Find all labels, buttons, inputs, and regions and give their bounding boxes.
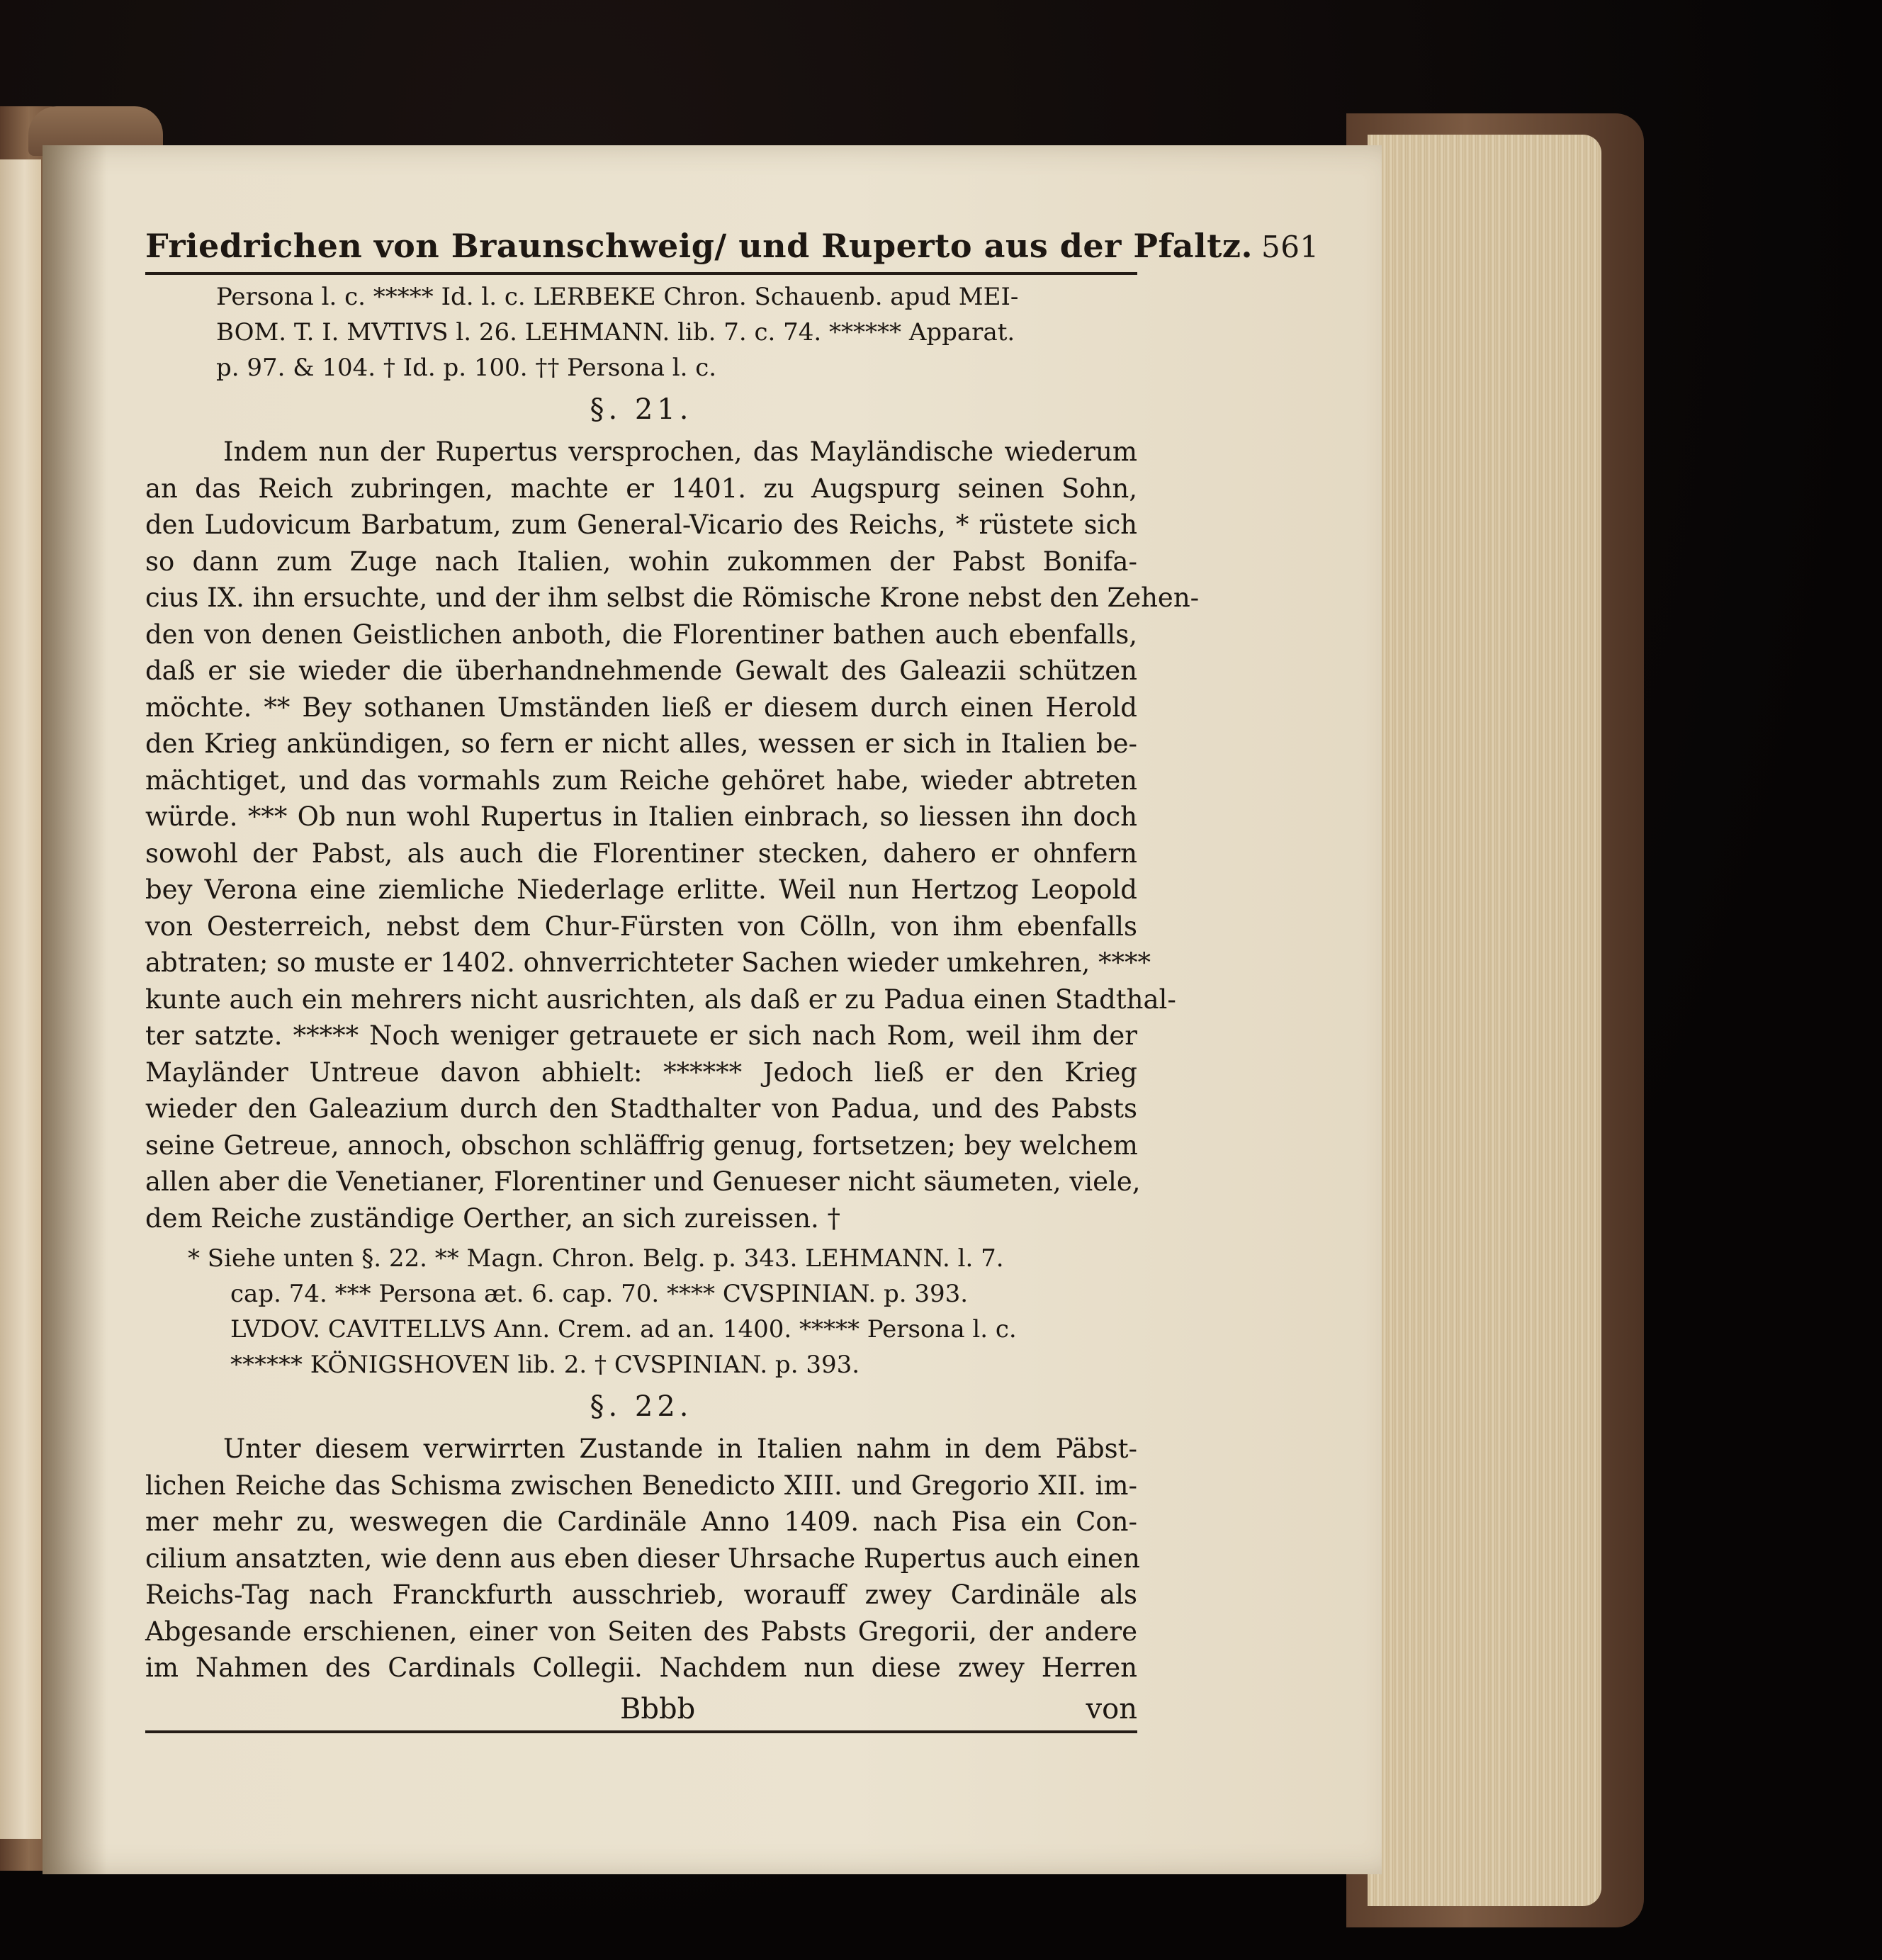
- section-mark-21: §. 21.: [590, 393, 693, 426]
- text-line: Unter diesem verwirrten Zustande in Italien nahm in dem Päbst-: [223, 1434, 1137, 1464]
- text-line: Abgesande erschienen, einer von Seiten des Pabsts Gregorii, der andere: [145, 1616, 1137, 1647]
- footnote-line: cap. 74. *** Persona æt. 6. cap. 70. **** CVSPINIAN. p. 393.: [230, 1280, 969, 1308]
- footnote-line: p. 97. & 104. † Id. p. 100. †† Persona l. c.: [216, 354, 717, 382]
- text-line: den von denen Geistlichen anboth, die Florentiner bathen auch ebenfalls,: [145, 619, 1137, 650]
- text-line: Mayländer Untreue davon abhielt: ****** Jedoch ließ er den Krieg: [145, 1057, 1137, 1088]
- footnote-line: ****** KÖNIGSHOVEN lib. 2. † CVSPINIAN. p. 393.: [230, 1351, 860, 1379]
- text-line: von Oesterreich, nebst dem Chur-Fürsten von Cölln, von ihm ebenfalls: [145, 911, 1137, 942]
- text-line: daß er sie wieder die überhandnehmende Gewalt des Galeazii schützen: [145, 655, 1137, 686]
- text-line: kunte auch ein mehrers nicht ausrichten, als daß er zu Padua einen Stadthal-: [145, 984, 1176, 1015]
- text-line: möchte. ** Bey sothanen Umständen ließ er diesem durch einen Herold: [145, 692, 1137, 723]
- footnote-line: Persona l. c. ***** Id. l. c. LERBEKE Chron. Schauenb. apud MEI-: [216, 283, 1019, 311]
- section-21-text: [145, 434, 1200, 1237]
- text-line: im Nahmen des Cardinals Collegii. Nachdem nun diese zwey Herren: [145, 1652, 1137, 1683]
- running-header: [145, 227, 1319, 275]
- footnotes-top: [145, 279, 1137, 385]
- left-page-edge: [0, 159, 41, 1839]
- section-22-text: [145, 1431, 1140, 1686]
- footnote-line: BOM. T. I. MVTIVS l. 26. LEHMANN. lib. 7. c. 74. ****** Apparat.: [216, 318, 1015, 347]
- text-line: den Krieg ankündigen, so fern er nicht alles, wessen er sich in Italien be-: [145, 728, 1137, 759]
- text-line: dem Reiche zuständige Oerther, an sich zureissen. †: [145, 1203, 841, 1234]
- page-text-block: [145, 227, 1319, 1733]
- footnote-line: * Siehe unten §. 22. ** Magn. Chron. Belg. p. 343. LEHMANN. l. 7.: [188, 1244, 1004, 1273]
- text-line: Indem nun der Rupertus versprochen, das Mayländische wiederum: [223, 437, 1137, 467]
- text-line: wieder den Galeazium durch den Stadthalter von Padua, und des Pabsts: [145, 1093, 1137, 1124]
- text-line: lichen Reiche das Schisma zwischen Benedicto XIII. und Gregorio XII. im-: [145, 1470, 1137, 1501]
- text-line: allen aber die Venetianer, Florentiner und Genueser nicht säumeten, viele,: [145, 1166, 1141, 1197]
- text-line: so dann zum Zuge nach Italien, wohin zukommen der Pabst Bonifa-: [145, 546, 1137, 577]
- running-title: Friedrichen von Braunschweig/ und Ruperto aus der Pfaltz.: [145, 227, 1253, 265]
- section-mark-22: §. 22.: [590, 1390, 693, 1423]
- text-line: cius IX. ihn ersuchte, und der ihm selbst die Römische Krone nebst den Zehen-: [145, 582, 1200, 613]
- book-page-edges: [1368, 135, 1601, 1906]
- text-line: abtraten; so muste er 1402. ohnverrichteter Sachen wieder umkehren, ****: [145, 947, 1151, 978]
- text-line: sowohl der Pabst, als auch die Florentiner stecken, dahero er ohnfern: [145, 838, 1137, 869]
- text-line: den Ludovicum Barbatum, zum General-Vicario des Reichs, * rüstete sich: [145, 509, 1137, 540]
- text-line: Reichs-Tag nach Franckfurth ausschrieb, worauff zwey Cardinäle als: [145, 1579, 1137, 1610]
- text-line: bey Verona eine ziemliche Niederlage erlitte. Weil nun Hertzog Leopold: [145, 874, 1137, 905]
- text-line: cilium ansatzten, wie denn aus eben dieser Uhrsache Rupertus auch einen: [145, 1543, 1140, 1574]
- footnote-line: LVDOV. CAVITELLVS Ann. Crem. ad an. 1400. ***** Persona l. c.: [230, 1315, 1017, 1344]
- page-footer: [145, 1689, 1137, 1733]
- text-line: an das Reich zubringen, machte er 1401. zu Augspurg seinen Sohn,: [145, 473, 1137, 504]
- text-line: würde. *** Ob nun wohl Rupertus in Italien einbrach, so liessen ihn doch: [145, 801, 1137, 832]
- catchword: von: [1086, 1692, 1137, 1725]
- text-line: seine Getreue, annoch, obschon schläffrig genug, fortsetzen; bey welchem: [145, 1130, 1138, 1161]
- footnotes-middle: [145, 1241, 1137, 1382]
- gutter-shadow: [43, 145, 106, 1874]
- text-line: ter satzte. ***** Noch weniger getrauete er sich nach Rom, weil ihm der: [145, 1020, 1137, 1051]
- text-line: mächtiget, und das vormahls zum Reiche gehöret habe, wieder abtreten: [145, 765, 1137, 796]
- page-number: 561: [1261, 230, 1319, 264]
- signature-mark: Bbbb: [620, 1692, 696, 1725]
- text-line: mer mehr zu, weswegen die Cardinäle Anno 1409. nach Pisa ein Con-: [145, 1506, 1137, 1537]
